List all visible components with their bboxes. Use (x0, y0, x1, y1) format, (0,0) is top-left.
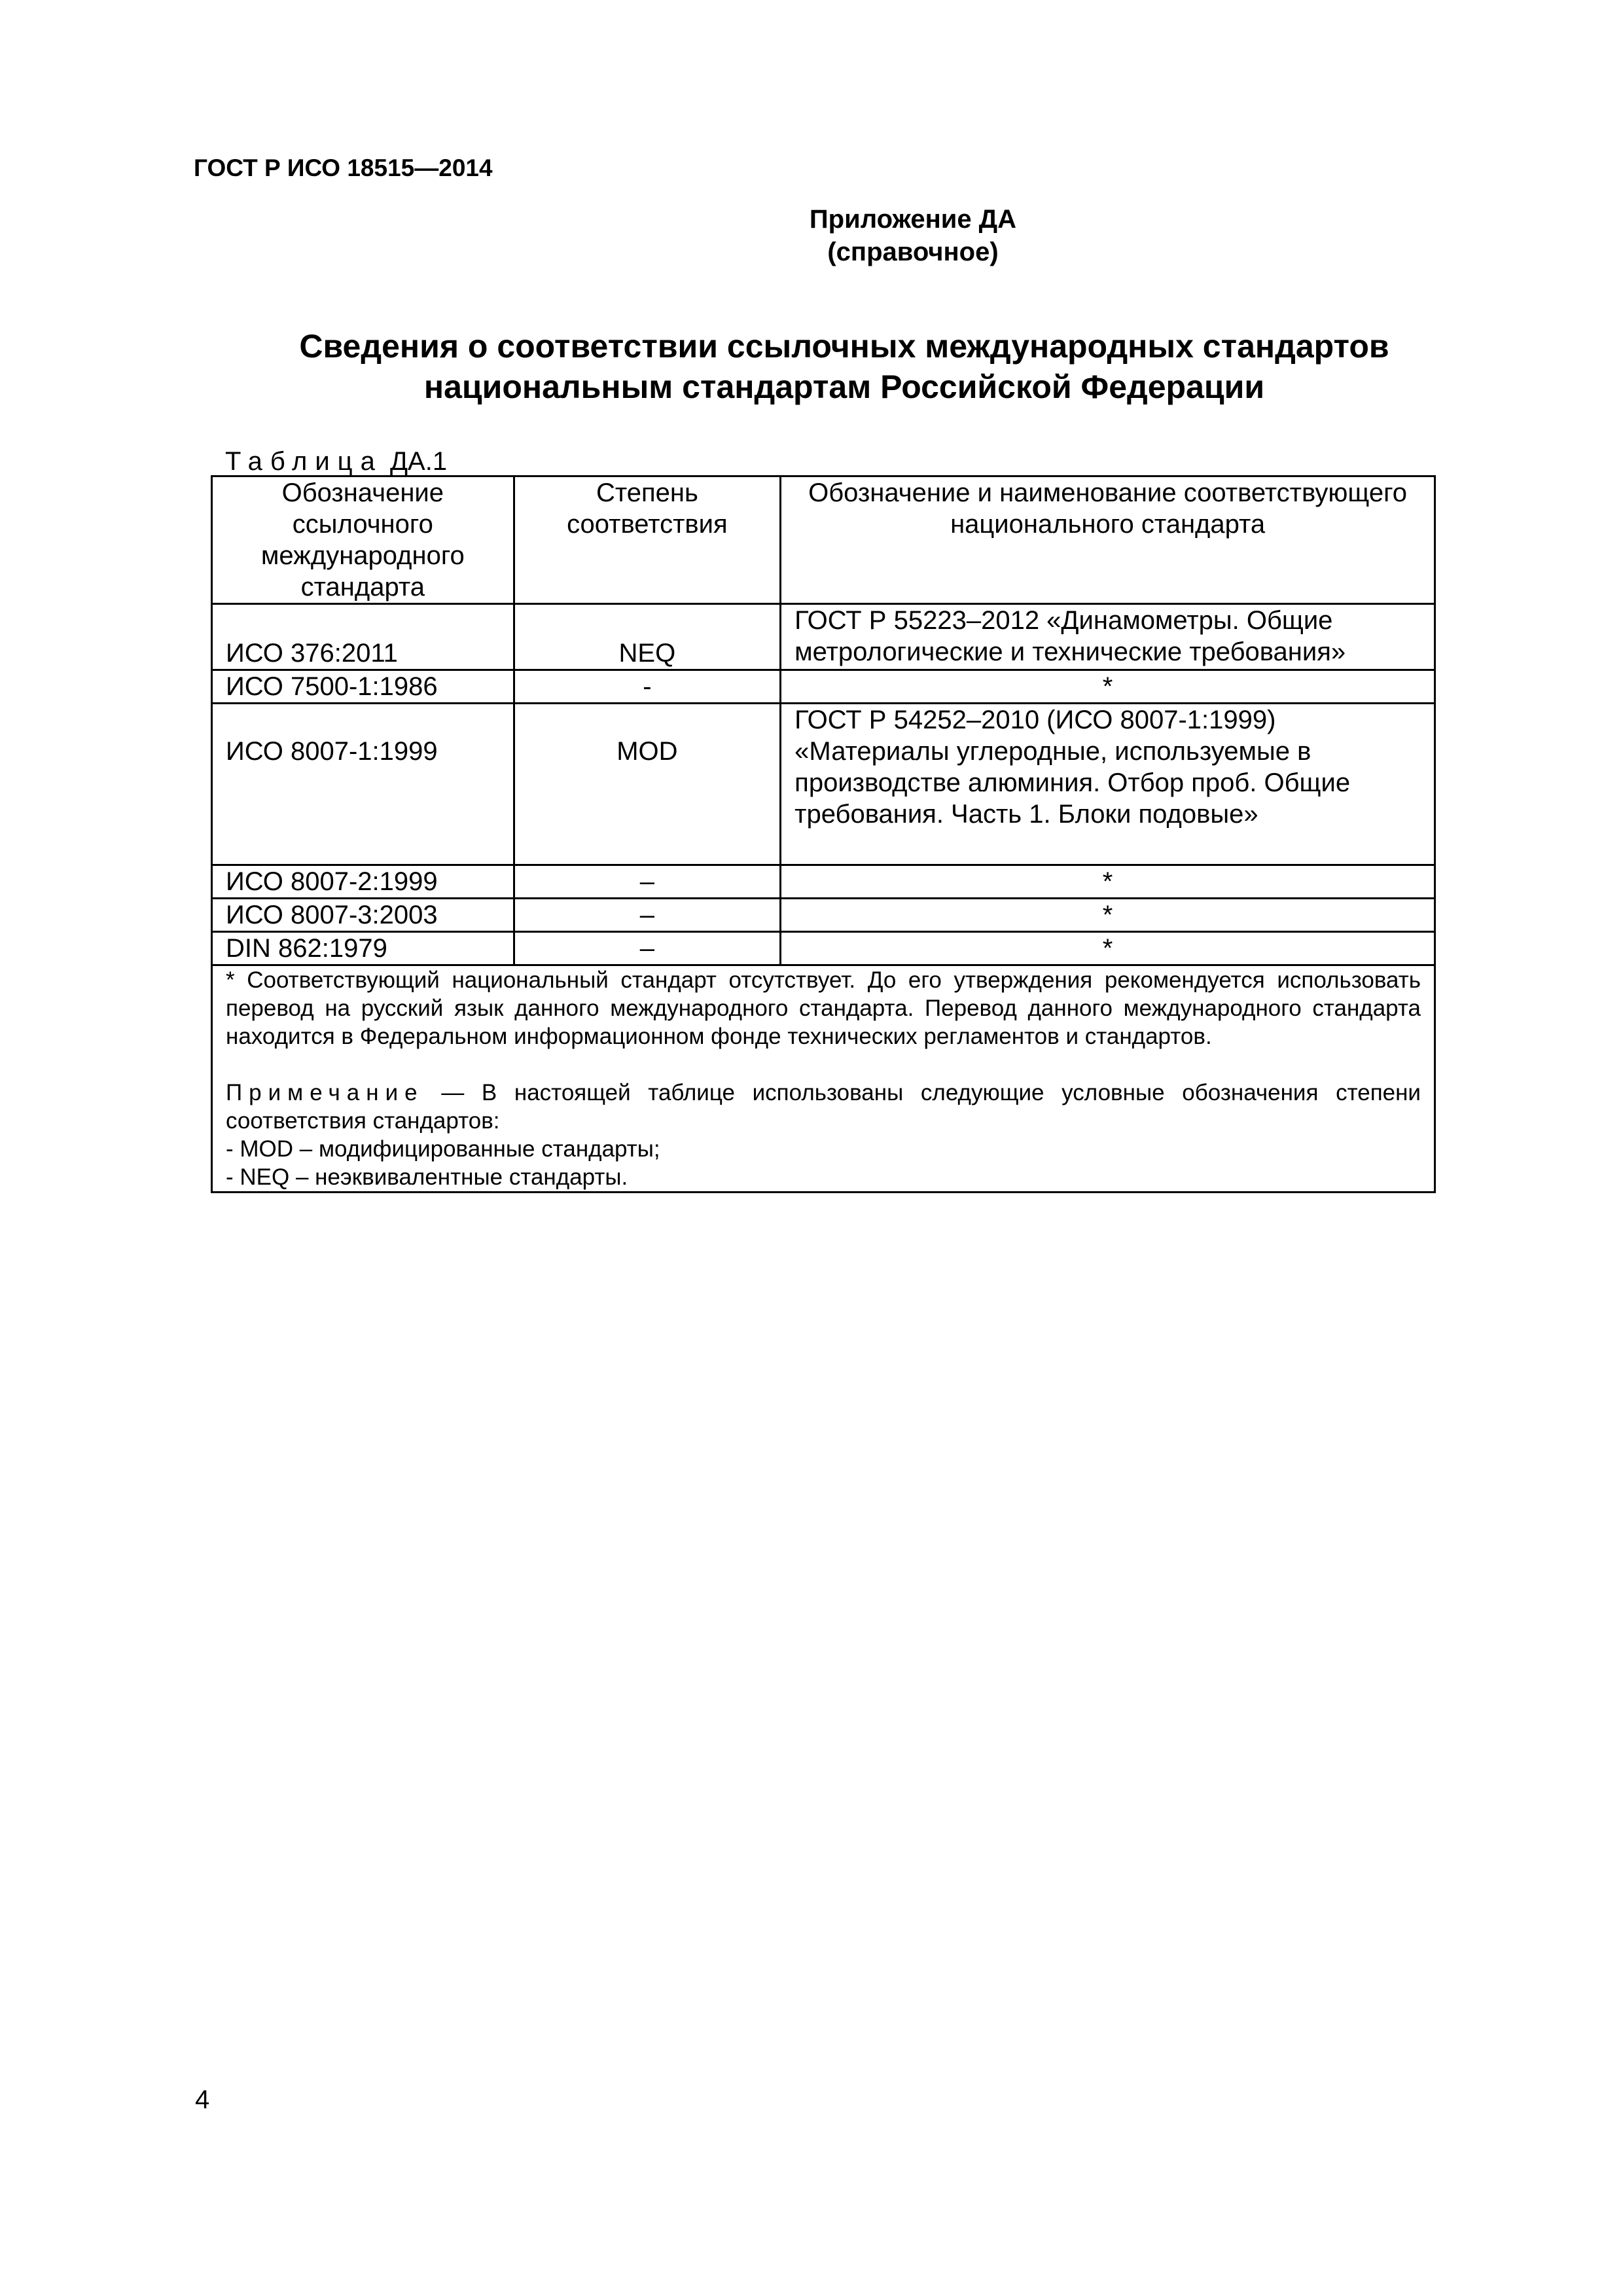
cell-national: * (781, 670, 1435, 704)
header-national-standard: Обозначение и наименование соответствующего национального стандарта (781, 476, 1435, 604)
cell-national: ГОСТ Р 54252–2010 (ИСО 8007-1:1999) «Материалы углеродные, используемые в производстве алюминия. Отбор проб. Общие требования. Часть 1. Блоки подовые» (781, 704, 1435, 865)
page-heading (0, 326, 1623, 407)
table-footnote: * Соответствующий национальный стандарт отсутствует. До его утверждения рекомендуется использовать перевод на русский язык данного международного стандарта. Перевод данного международного стандарта находится в Федеральном информационном фонде технических регламентов и стандартов. (226, 967, 1421, 1049)
note-text: — В настоящей таблице использованы следующие условные обозначения степени соответствия стандартов: (226, 1080, 1421, 1134)
cell-national: * (781, 865, 1435, 899)
cell-intl: ИСО 376:2011 (212, 604, 514, 670)
cell-national: * (781, 932, 1435, 965)
header-intl-standard: Обозначение ссылочного международного стандарта (212, 476, 514, 604)
cell-degree: MOD (514, 704, 781, 865)
table-row (212, 670, 1435, 704)
table-row (212, 932, 1435, 965)
appendix-block (0, 203, 1623, 268)
table-row (212, 704, 1435, 865)
appendix-title: Приложение ДА (809, 205, 1017, 234)
table-notes-row (212, 965, 1435, 1193)
correspondence-table (211, 475, 1436, 1193)
cell-intl: ИСО 8007-2:1999 (212, 865, 514, 899)
page-number: 4 (195, 2085, 210, 2114)
cell-degree: – (514, 865, 781, 899)
cell-national: * (781, 899, 1435, 932)
cell-degree: – (514, 899, 781, 932)
note-item-mod: - MOD – модифицированные стандарты; (226, 1136, 660, 1162)
note-item-neq: - NEQ – неэквивалентные стандарты. (226, 1164, 628, 1190)
table-note (226, 1079, 1421, 1135)
document-id: ГОСТ Р ИСО 18515—2014 (194, 154, 493, 181)
heading-line-2: национальным стандартам Российской Федерации (423, 368, 1265, 405)
table-caption (225, 447, 447, 476)
cell-degree: - (514, 670, 781, 704)
cell-degree: NEQ (514, 604, 781, 670)
table-caption-word: Таблица (225, 447, 383, 476)
heading-line-1: Сведения о соответствии ссылочных международных стандартов (299, 328, 1389, 365)
table-caption-number: ДА.1 (382, 447, 448, 476)
note-label: Примечание (226, 1080, 424, 1105)
cell-intl: ИСО 7500-1:1986 (212, 670, 514, 704)
cell-intl: DIN 862:1979 (212, 932, 514, 965)
table-notes-cell (212, 965, 1435, 1193)
table-row (212, 604, 1435, 670)
table-header-row (212, 476, 1435, 604)
table-row (212, 865, 1435, 899)
cell-national: ГОСТ Р 55223–2012 «Динамометры. Общие метрологические и технические требования» (781, 604, 1435, 670)
cell-degree: – (514, 932, 781, 965)
cell-intl: ИСО 8007-1:1999 (212, 704, 514, 865)
appendix-subtitle: (справочное) (827, 238, 999, 266)
table-row (212, 899, 1435, 932)
header-degree: Степень соответствия (514, 476, 781, 604)
cell-intl: ИСО 8007-3:2003 (212, 899, 514, 932)
